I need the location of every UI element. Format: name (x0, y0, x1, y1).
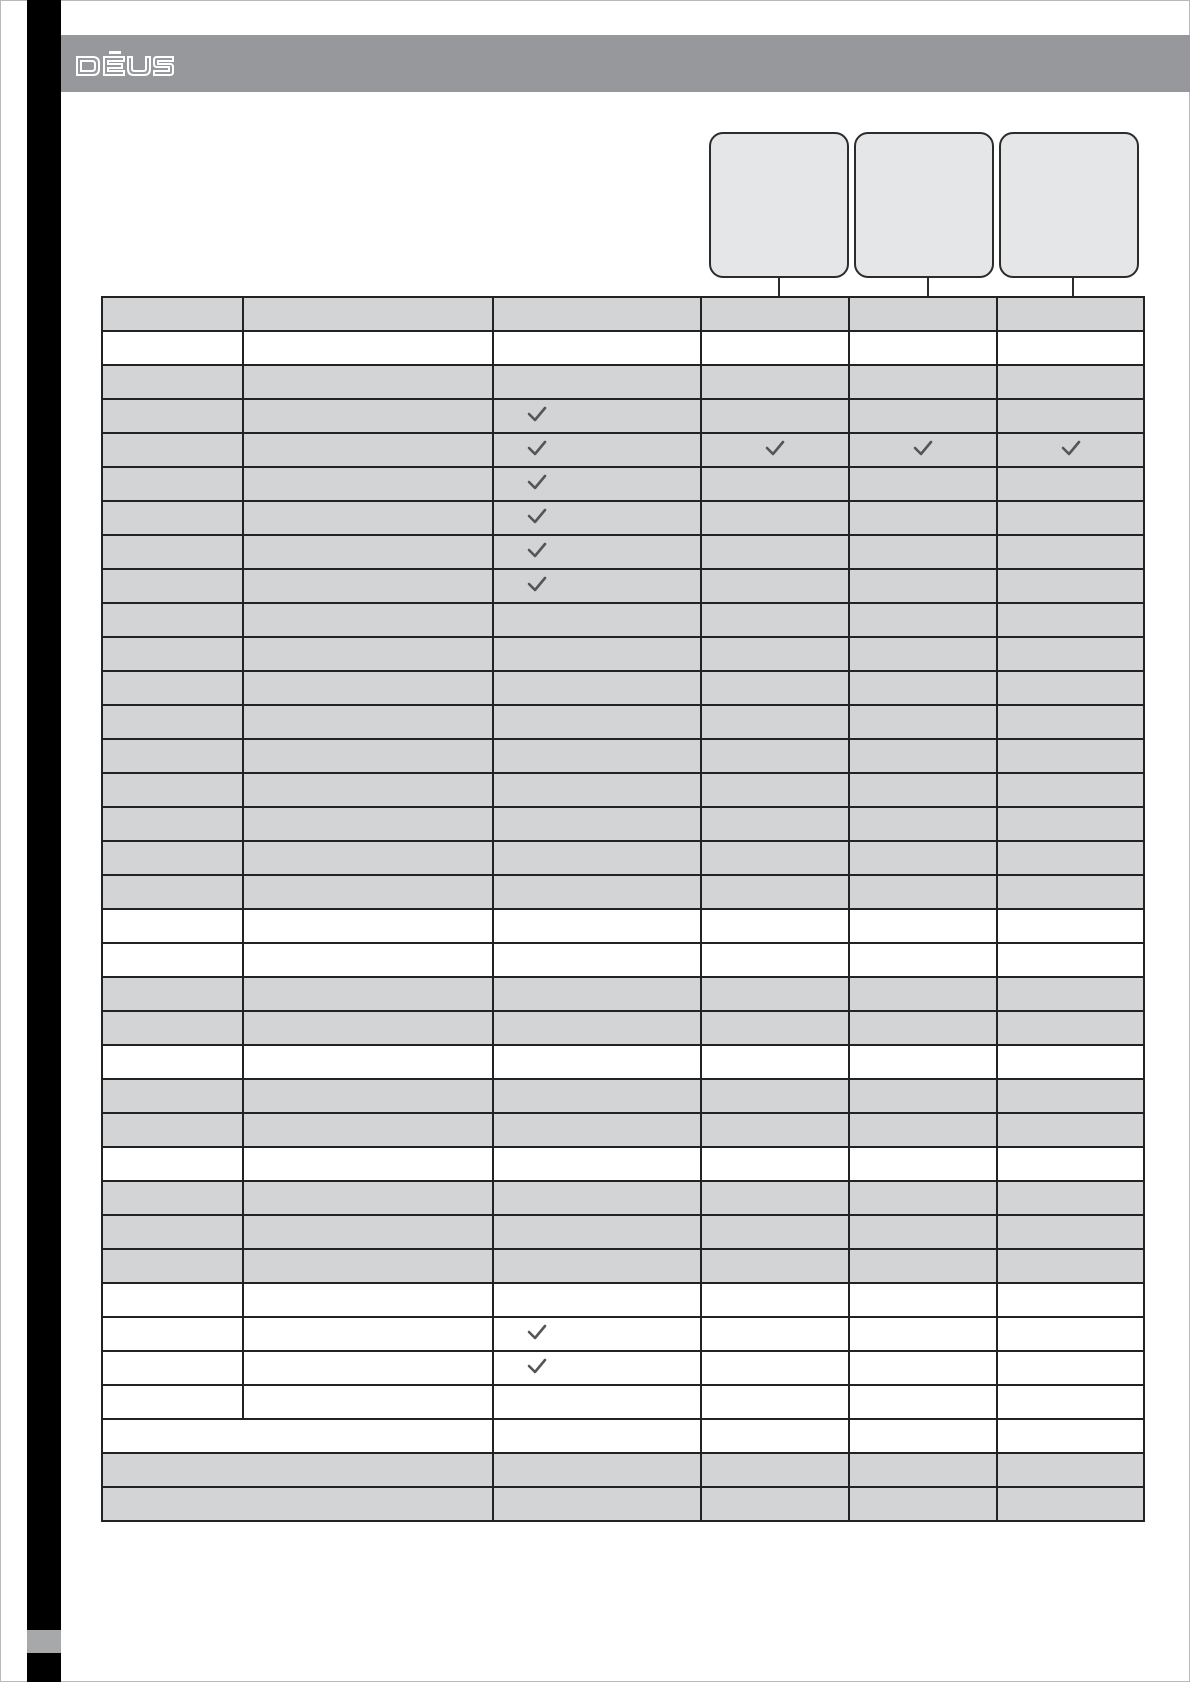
table-cell (849, 1419, 997, 1453)
table-cell (493, 1113, 701, 1147)
table-cell (997, 1351, 1144, 1385)
table-row (102, 841, 1144, 875)
table-cell (102, 1419, 493, 1453)
table-cell (849, 943, 997, 977)
checkmark-icon (526, 472, 548, 492)
table-cell (997, 1011, 1144, 1045)
table-cell (701, 1215, 849, 1249)
table-cell (102, 739, 243, 773)
table-row (102, 467, 1144, 501)
checkmark-icon (912, 438, 934, 458)
table-cell (243, 671, 493, 705)
table-cell (493, 671, 701, 705)
table-cell (849, 399, 997, 433)
table-row (102, 773, 1144, 807)
table-cell (243, 1079, 493, 1113)
table-cell (102, 603, 243, 637)
table-cell (102, 943, 243, 977)
model-box-3 (999, 132, 1139, 278)
table-cell (997, 671, 1144, 705)
table-cell (701, 1351, 849, 1385)
table-cell (849, 1249, 997, 1283)
table-cell (997, 1385, 1144, 1419)
table-cell (849, 1147, 997, 1181)
header-band (61, 35, 1190, 92)
table-cell (102, 433, 243, 467)
table-cell (102, 399, 243, 433)
table-cell (102, 1113, 243, 1147)
table-cell (243, 297, 493, 331)
table-cell (102, 841, 243, 875)
table-row (102, 977, 1144, 1011)
table-cell (493, 943, 701, 977)
table-cell (701, 1113, 849, 1147)
table-cell (849, 365, 997, 399)
table-cell (493, 399, 701, 433)
table-row (102, 1487, 1144, 1521)
table-cell (493, 773, 701, 807)
table-cell (849, 535, 997, 569)
table-cell (243, 841, 493, 875)
table-row (102, 807, 1144, 841)
table-cell (243, 1317, 493, 1351)
table-cell (849, 1351, 997, 1385)
table-row (102, 1079, 1144, 1113)
checkmark-icon (1060, 438, 1082, 458)
table-cell (701, 1147, 849, 1181)
table-cell (701, 1283, 849, 1317)
table-cell (493, 1181, 701, 1215)
table-cell (997, 1419, 1144, 1453)
checkmark-icon (526, 574, 548, 594)
table-cell (493, 1385, 701, 1419)
table-cell (997, 1487, 1144, 1521)
table-cell (849, 1079, 997, 1113)
table-cell (493, 535, 701, 569)
table-cell (243, 1113, 493, 1147)
table-cell (997, 297, 1144, 331)
table-cell (243, 603, 493, 637)
table-cell (701, 501, 849, 535)
left-edge-bar (27, 0, 61, 1682)
table-cell (701, 739, 849, 773)
table-cell (493, 1351, 701, 1385)
table-cell (849, 977, 997, 1011)
table-cell (997, 943, 1144, 977)
table-row (102, 705, 1144, 739)
table-cell (849, 1181, 997, 1215)
table-cell (701, 297, 849, 331)
table-row (102, 365, 1144, 399)
table-cell (849, 569, 997, 603)
table-cell (243, 943, 493, 977)
table-cell (849, 603, 997, 637)
table-cell (243, 433, 493, 467)
spec-table (101, 296, 1145, 1522)
table-cell (243, 1011, 493, 1045)
table-cell (997, 1215, 1144, 1249)
table-row (102, 909, 1144, 943)
table-cell (102, 637, 243, 671)
table-row (102, 1181, 1144, 1215)
table-cell (102, 773, 243, 807)
table-cell (493, 977, 701, 1011)
table-cell (102, 365, 243, 399)
table-cell (701, 943, 849, 977)
table-row (102, 637, 1144, 671)
table-cell (102, 671, 243, 705)
table-cell (849, 841, 997, 875)
table-cell (997, 875, 1144, 909)
table-cell (997, 365, 1144, 399)
table-cell (701, 1045, 849, 1079)
table-cell (701, 1079, 849, 1113)
table-cell (701, 1011, 849, 1045)
model-connector-2 (927, 278, 929, 296)
table-cell (701, 1181, 849, 1215)
model-box-2 (854, 132, 994, 278)
table-cell (701, 841, 849, 875)
table-cell (701, 569, 849, 603)
table-cell (243, 1249, 493, 1283)
table-cell (997, 1453, 1144, 1487)
table-cell (701, 433, 849, 467)
table-cell (243, 1147, 493, 1181)
table-cell (243, 773, 493, 807)
table-cell (997, 705, 1144, 739)
table-cell (997, 637, 1144, 671)
table-cell (102, 1181, 243, 1215)
table-row (102, 1283, 1144, 1317)
table-cell (102, 535, 243, 569)
table-row (102, 1419, 1144, 1453)
table-cell (493, 909, 701, 943)
table-cell (849, 1011, 997, 1045)
table-cell (701, 1385, 849, 1419)
table-cell (849, 739, 997, 773)
table-cell (243, 501, 493, 535)
table-cell (849, 1113, 997, 1147)
table-cell (701, 977, 849, 1011)
table-cell (997, 773, 1144, 807)
table-cell (997, 1045, 1144, 1079)
table-cell (102, 1011, 243, 1045)
table-row (102, 603, 1144, 637)
table-cell (997, 433, 1144, 467)
table-cell (997, 1147, 1144, 1181)
table-cell (849, 1317, 997, 1351)
table-cell (849, 433, 997, 467)
table-cell (102, 1351, 243, 1385)
table-cell (701, 807, 849, 841)
table-cell (243, 467, 493, 501)
table-row (102, 1317, 1144, 1351)
checkmark-icon (526, 404, 548, 424)
table-cell (849, 807, 997, 841)
table-cell (102, 807, 243, 841)
table-cell (701, 1249, 849, 1283)
table-cell (701, 671, 849, 705)
table-cell (243, 705, 493, 739)
table-cell (493, 1283, 701, 1317)
table-row (102, 1011, 1144, 1045)
table-cell (997, 1113, 1144, 1147)
table-cell (102, 1045, 243, 1079)
table-cell (493, 1453, 701, 1487)
table-row (102, 1385, 1144, 1419)
table-cell (243, 739, 493, 773)
table-cell (243, 1045, 493, 1079)
table-cell (493, 1147, 701, 1181)
table-cell (243, 399, 493, 433)
table-cell (102, 569, 243, 603)
table-cell (493, 875, 701, 909)
table-cell (997, 909, 1144, 943)
table-row (102, 1249, 1144, 1283)
table-cell (997, 739, 1144, 773)
table-cell (102, 909, 243, 943)
table-cell (493, 365, 701, 399)
table-row (102, 501, 1144, 535)
table-cell (493, 739, 701, 773)
checkmark-icon (526, 506, 548, 526)
table-row (102, 331, 1144, 365)
table-cell (701, 365, 849, 399)
model-box-1 (709, 132, 849, 278)
table-row (102, 297, 1144, 331)
table-cell (849, 297, 997, 331)
table-cell (849, 773, 997, 807)
table-cell (493, 1317, 701, 1351)
table-cell (243, 1181, 493, 1215)
table-cell (493, 569, 701, 603)
table-cell (102, 875, 243, 909)
table-cell (849, 1453, 997, 1487)
table-cell (849, 637, 997, 671)
table-cell (701, 467, 849, 501)
table-cell (102, 1487, 493, 1521)
table-cell (102, 1283, 243, 1317)
table-cell (243, 365, 493, 399)
table-cell (102, 1385, 243, 1419)
table-cell (493, 841, 701, 875)
table-cell (997, 569, 1144, 603)
table-row (102, 739, 1144, 773)
table-cell (997, 501, 1144, 535)
table-cell (243, 1215, 493, 1249)
table-cell (493, 1011, 701, 1045)
table-cell (493, 1215, 701, 1249)
table-cell (243, 637, 493, 671)
table-cell (493, 705, 701, 739)
table-cell (243, 807, 493, 841)
table-row (102, 1215, 1144, 1249)
table-cell (102, 1249, 243, 1283)
table-cell (701, 1419, 849, 1453)
table-cell (997, 1317, 1144, 1351)
table-cell (493, 807, 701, 841)
table-cell (243, 875, 493, 909)
table-cell (849, 1385, 997, 1419)
table-row (102, 1453, 1144, 1487)
table-cell (849, 501, 997, 535)
table-cell (102, 705, 243, 739)
table-cell (701, 331, 849, 365)
table-cell (997, 467, 1144, 501)
table-cell (493, 1419, 701, 1453)
table-cell (849, 1283, 997, 1317)
table-cell (243, 1385, 493, 1419)
table-cell (849, 1215, 997, 1249)
table-cell (102, 467, 243, 501)
table-cell (102, 1317, 243, 1351)
table-cell (997, 603, 1144, 637)
table-cell (493, 297, 701, 331)
table-cell (849, 671, 997, 705)
table-row (102, 671, 1144, 705)
model-connector-3 (1072, 278, 1074, 296)
model-connector-1 (778, 278, 780, 296)
table-row (102, 1113, 1144, 1147)
table-row (102, 433, 1144, 467)
table-cell (701, 535, 849, 569)
table-cell (701, 1453, 849, 1487)
table-cell (102, 1215, 243, 1249)
table-cell (243, 977, 493, 1011)
table-cell (997, 1079, 1144, 1113)
table-row (102, 1045, 1144, 1079)
table-row (102, 399, 1144, 433)
table-cell (102, 297, 243, 331)
table-cell (849, 467, 997, 501)
table-cell (701, 637, 849, 671)
table-cell (493, 1487, 701, 1521)
table-cell (102, 1147, 243, 1181)
table-cell (493, 433, 701, 467)
table-cell (997, 807, 1144, 841)
table-cell (997, 841, 1144, 875)
left-edge-tab (27, 1630, 61, 1653)
table-cell (849, 1045, 997, 1079)
table-cell (849, 875, 997, 909)
table-cell (701, 909, 849, 943)
table-row (102, 943, 1144, 977)
table-cell (849, 331, 997, 365)
table-cell (243, 909, 493, 943)
table-cell (701, 603, 849, 637)
table-row (102, 1351, 1144, 1385)
table-cell (849, 1487, 997, 1521)
table-cell (243, 1283, 493, 1317)
checkmark-icon (526, 540, 548, 560)
checkmark-icon (526, 1322, 548, 1342)
checkmark-icon (526, 1356, 548, 1376)
table-cell (493, 331, 701, 365)
table-cell (493, 467, 701, 501)
table-cell (701, 399, 849, 433)
table-cell (243, 535, 493, 569)
table-cell (997, 977, 1144, 1011)
table-cell (997, 535, 1144, 569)
table-cell (493, 501, 701, 535)
table-cell (997, 331, 1144, 365)
table-cell (493, 603, 701, 637)
table-cell (997, 1283, 1144, 1317)
table-cell (102, 1079, 243, 1113)
table-row (102, 1147, 1144, 1181)
table-cell (997, 399, 1144, 433)
table-cell (102, 501, 243, 535)
table-cell (701, 875, 849, 909)
table-cell (102, 977, 243, 1011)
deus-logo (75, 48, 175, 80)
table-cell (493, 1045, 701, 1079)
table-cell (493, 1249, 701, 1283)
table-cell (701, 773, 849, 807)
table-cell (243, 1351, 493, 1385)
table-cell (701, 1487, 849, 1521)
table-cell (849, 705, 997, 739)
checkmark-icon (526, 438, 548, 458)
table-cell (493, 637, 701, 671)
table-cell (997, 1249, 1144, 1283)
table-cell (849, 909, 997, 943)
table-cell (102, 331, 243, 365)
table-row (102, 569, 1144, 603)
table-cell (243, 569, 493, 603)
table-cell (243, 331, 493, 365)
table-cell (997, 1181, 1144, 1215)
table-row (102, 875, 1144, 909)
table-cell (701, 1317, 849, 1351)
table-cell (701, 705, 849, 739)
table-row (102, 535, 1144, 569)
table-cell (493, 1079, 701, 1113)
table-cell (102, 1453, 493, 1487)
checkmark-icon (764, 438, 786, 458)
